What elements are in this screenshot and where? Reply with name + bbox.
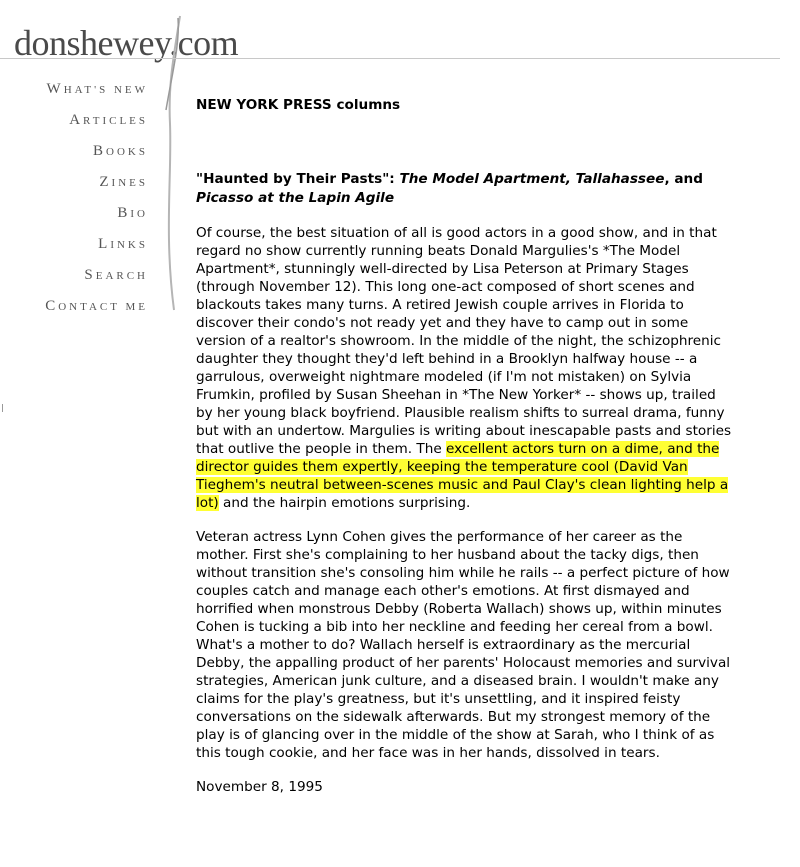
highlighted-text: excellent actors turn on a dime, and the director guides them expertly, keeping the temperature cool (David Van Tieghem's neutral between-scenes music and Paul Clay's clean lighting help a lot) — [196, 441, 729, 511]
nav-zines[interactable]: ZINES — [99, 174, 148, 190]
site-logo[interactable]: donshewey.com — [14, 23, 239, 63]
title-works-1: The Model Apartment, Tallahassee — [399, 171, 665, 187]
margin-tick — [2, 404, 3, 412]
site-nav — [45, 80, 148, 328]
article-title — [196, 170, 736, 208]
paragraph-1-end: and the hairpin emotions surprising. — [218, 495, 471, 511]
nav-links[interactable]: LINKS — [98, 236, 148, 252]
paragraph-1-text: Of course, the best situation of all is good actors in a good show, and in that regard no show currently running beats Donald Margulies's *The Model Apartment*, stunningly well-directed by Lisa Peterson at Primary Stages (through November 12). This long one-act composed of short scenes and blackouts takes many turns. A retired Jewish couple arrives in Florida to discover their condo's not ready yet and they have to camp out in some version of a realtor's showroom. In the middle of the night, the schizophrenic daughter they thought they'd left behind in a Brooklyn halfway house -- a garrulous, overweight nightmare modeled (if I'm not mistaken) on Sylvia Frumkin, profiled by Susan Sheehan in *The New Yorker* -- shows up, trailed by her young black boyfriend. Plausible realism shifts to surreal drama, funny but with an undertow. Margulies is writing about inescapable pasts and stories that outlive the people in them. The — [196, 225, 732, 457]
paragraph-1 — [196, 224, 736, 512]
nav-books[interactable]: BOOKS — [93, 143, 148, 159]
title-quote: "Haunted by Their Pasts": — [196, 171, 400, 187]
decorative-swoosh — [150, 14, 190, 314]
nav-contact-me[interactable]: CONTACT ME — [45, 298, 148, 314]
section-heading: NEW YORK PRESS columns — [196, 97, 401, 113]
nav-search[interactable]: SEARCH — [84, 267, 148, 283]
article-date: November 8, 1995 — [196, 779, 323, 795]
title-and: , and — [664, 171, 703, 187]
paragraph-2: Veteran actress Lynn Cohen gives the performance of her career as the mother. First she's complaining to her husband about the tacky digs, then without transition she's consoling him while he rails -- a perfect picture of how couples catch and manage each other's emotions. At first dismayed and horrified when monstrous Debby (Roberta Wallach) shows up, within minutes Cohen is tucking a bib into her neckline and feeding her cereal from a bowl. What's a mother to do? Wallach herself is extraordinary as the mercurial Debby, the appalling product of her parents' Holocaust memories and survival strategies, American junk culture, and a diseased brain. I wouldn't make any claims for the play's greatness, but it's unsettling, and it inspired feisty conversations on the sidewalk afterwards. But my strongest memory of the play is of glancing over in the middle of the show at Sarah, who I think of as this tough cookie, and her face was in her hands, dissolved in tears. — [196, 529, 731, 761]
article-body — [196, 96, 736, 796]
nav-whats-new[interactable]: WHAT'S NEW — [46, 81, 148, 97]
nav-bio[interactable]: BIO — [117, 205, 148, 221]
nav-articles[interactable]: ARTICLES — [69, 112, 148, 128]
header-divider — [0, 58, 780, 59]
title-works-2: Picasso at the Lapin Agile — [196, 190, 395, 206]
